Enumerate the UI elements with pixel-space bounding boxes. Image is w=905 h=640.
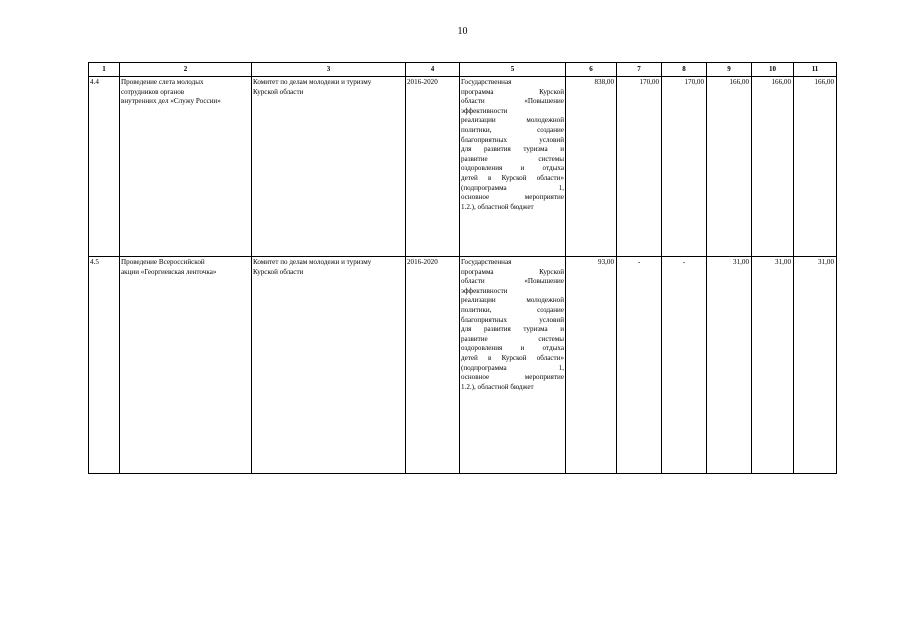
text-line: благоприятных условий	[461, 315, 564, 324]
text-line: политики, создание	[461, 305, 564, 314]
text-line: основное мероприятие	[461, 373, 564, 382]
header-cell-8: 8	[662, 63, 707, 77]
text-line: программа Курской	[461, 267, 564, 276]
amount-2017: -	[662, 257, 707, 474]
text-line: Проведение слета молодых	[121, 78, 204, 86]
text-line: области «Повышение	[461, 277, 564, 286]
text-line: внутренних дел «Служу России»	[121, 97, 221, 106]
text-line: 1.2.), областной бюджет	[461, 202, 534, 211]
text-line: эффективности	[461, 106, 508, 115]
text-line: 1.2.), областной бюджет	[461, 382, 534, 391]
text-line: развитие системы	[461, 334, 564, 343]
funding-source	[460, 257, 566, 474]
row-number: 4.4	[89, 77, 120, 257]
text-line: программа Курской	[461, 87, 564, 96]
text-line: акции «Георгиевская ленточка»	[121, 267, 217, 276]
amount-2019: 31,00	[752, 257, 794, 474]
text-line: (подпрограмма 1,	[461, 363, 564, 372]
amount-2020: 166,00	[794, 77, 837, 257]
text-line: Государственная	[461, 78, 512, 86]
header-cell-3: 3	[252, 63, 406, 77]
text-line: для развития туризма и	[461, 145, 564, 154]
text-line: Курской области	[253, 87, 304, 96]
header-cell-1: 1	[89, 63, 120, 77]
period: 2016-2020	[406, 77, 460, 257]
total-amount: 93,00	[566, 257, 617, 474]
text-line: реализации молодежной	[461, 296, 564, 305]
page-number: 10	[457, 26, 468, 37]
funding-source	[460, 77, 566, 257]
table-row	[89, 257, 837, 474]
header-cell-11: 11	[794, 63, 837, 77]
text-line: оздоровления и отдыха	[461, 164, 564, 173]
header-cell-2: 2	[120, 63, 252, 77]
text-line: Государственная	[461, 258, 512, 266]
header-cell-7: 7	[617, 63, 662, 77]
amount-2020: 31,00	[794, 257, 837, 474]
header-cell-9: 9	[707, 63, 752, 77]
header-cell-6: 6	[566, 63, 617, 77]
text-line: реализации молодежной	[461, 116, 564, 125]
table-row	[89, 77, 837, 257]
total-amount: 838,00	[566, 77, 617, 257]
text-line: области «Повышение	[461, 97, 564, 106]
program-table	[88, 62, 837, 474]
header-cell-10: 10	[752, 63, 794, 77]
text-line: развитие системы	[461, 154, 564, 163]
event-name	[120, 77, 252, 257]
text-line: Комитет по делам молодежи и туризму	[253, 258, 372, 266]
text-line: для развития туризма и	[461, 325, 564, 334]
amount-2018: 166,00	[707, 77, 752, 257]
header-cell-4: 4	[406, 63, 460, 77]
amount-2016: -	[617, 257, 662, 474]
amount-2018: 31,00	[707, 257, 752, 474]
text-line: основное мероприятие	[461, 193, 564, 202]
event-name	[120, 257, 252, 474]
text-line: Комитет по делам молодежи и туризму	[253, 78, 372, 86]
amount-2019: 166,00	[752, 77, 794, 257]
text-line: политики, создание	[461, 125, 564, 134]
header-cell-5: 5	[460, 63, 566, 77]
text-line: эффективности	[461, 286, 508, 295]
amount-2016: 170,00	[617, 77, 662, 257]
amount-2017: 170,00	[662, 77, 707, 257]
text-line: Курской области	[253, 267, 304, 276]
executor	[252, 77, 406, 257]
text-line: оздоровления и отдыха	[461, 344, 564, 353]
period: 2016-2020	[406, 257, 460, 474]
executor	[252, 257, 406, 474]
row-number: 4.5	[89, 257, 120, 474]
text-line: (подпрограмма 1,	[461, 183, 564, 192]
text-line: Проведение Всероссийской	[121, 258, 205, 266]
text-line: детей в Курской области»	[461, 173, 564, 182]
text-line: благоприятных условий	[461, 135, 564, 144]
text-line: детей в Курской области»	[461, 353, 564, 362]
header-row	[89, 63, 837, 77]
text-line: сотрудников органов	[121, 87, 185, 96]
